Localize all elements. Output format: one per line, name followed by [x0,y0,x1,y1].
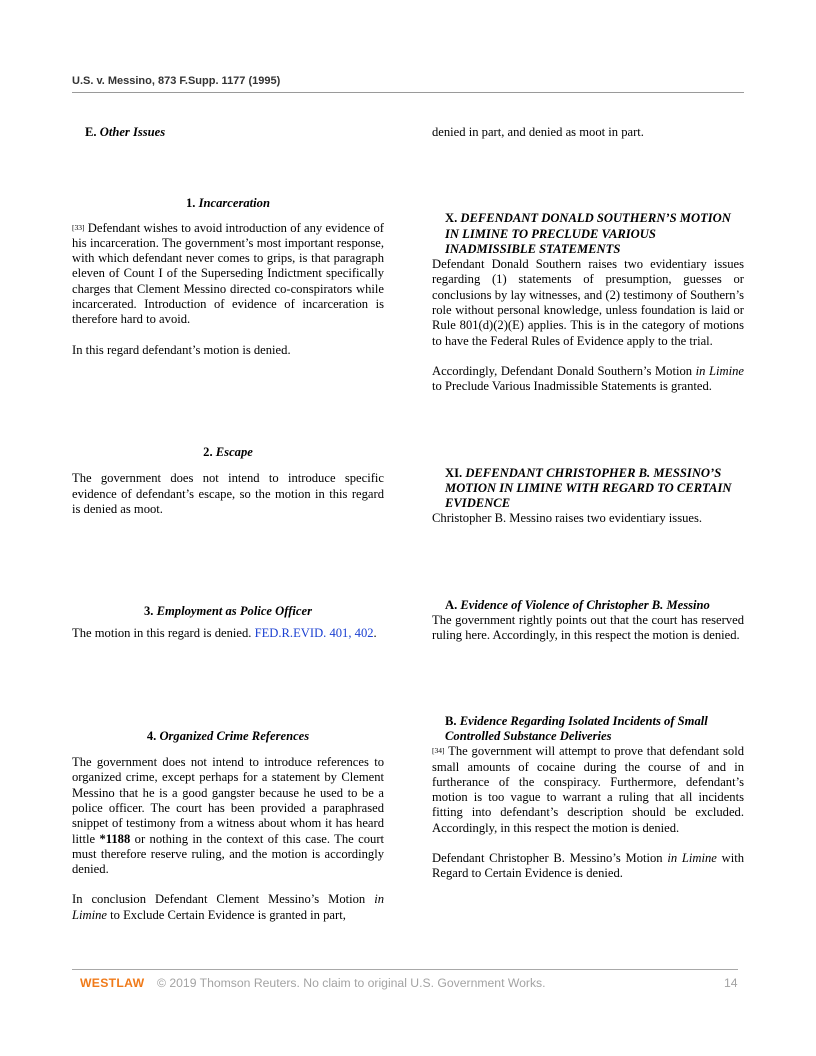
section-a-heading [432,598,744,613]
christopher-ruling-a: Defendant Christopher B. Messino’s Motion [432,851,663,866]
section-b-heading [432,714,744,745]
westlaw-logo: WESTLAW [80,976,145,990]
conclusion-text-a: In conclusion Defendant Clement Messino’s Motion [72,892,366,907]
escape-paragraph: The government does not intend to introduce specific evidence of defendant’s escape, so the motion in this regard is denied as moot. [72,471,384,516]
southern-ruling-b: to Preclude Various Inadmissible Statements is granted. [432,379,712,394]
section-3-heading [72,604,384,619]
headnote-marker-33: [33] [72,222,85,232]
section-1-heading [72,196,384,211]
headnote-marker-34: [34] [432,746,445,756]
section-xi-number: XI. [445,465,463,480]
police-officer-paragraph [72,626,384,641]
police-officer-text: The motion in this regard is denied. [72,626,252,641]
footer-divider [72,969,738,970]
conclusion-paragraph [72,892,384,923]
deliveries-paragraph [432,744,744,836]
section-1-number: 1. [186,196,196,211]
christopher-intro: Christopher B. Messino raises two evidentiary issues. [432,511,703,526]
incarceration-paragraph [72,221,384,328]
southern-ruling [432,364,744,395]
section-e-title: Other Issues [99,125,166,139]
section-x-title: DEFENDANT DONALD SOUTHERN’S MOTION IN LIMINE TO PRECLUDE VARIOUS INADMISSIBLE STATEMENTS [445,211,731,256]
christopher-ruling-b: with Regard to Certain Evidence is denied. [432,851,745,881]
section-xi-heading [432,466,744,512]
left-column [72,125,384,923]
header-divider [72,92,744,93]
organized-crime-paragraph [72,755,384,877]
document-header-title: U.S. v. Messino, 873 F.Supp. 1177 (1995) [72,75,281,87]
section-4-heading [72,729,384,744]
section-x-number: X. [445,211,458,226]
footer-copyright: © 2019 Thomson Reuters. No claim to original U.S. Government Works. [157,976,546,990]
conclusion-in-limine: in Limine [72,892,384,922]
section-x-heading [432,211,744,257]
section-e-number: E. [85,125,97,139]
section-b-title: Evidence Regarding Isolated Incidents of Small Controlled Substance Deliveries [445,713,708,743]
section-2-heading [72,445,384,460]
section-3-title: Employment as Police Officer [156,604,313,619]
star-page-1188: *1188 [99,831,131,846]
section-xi-title: DEFENDANT CHRISTOPHER B. MESSINO’S MOTION IN LIMINE WITH REGARD TO CERTAIN EVIDENCE [445,465,732,511]
right-column [432,125,744,882]
section-a-number: A. [445,597,458,612]
section-b-number: B. [445,713,457,728]
conclusion-text-b: to Exclude Certain Evidence is granted in part, [110,907,346,922]
fre-401-402-link[interactable]: FED.R.EVID. 401, 402 [254,626,374,641]
section-4-title: Organized Crime References [159,728,310,743]
section-2-title: Escape [215,444,253,459]
southern-in-limine: in Limine [695,363,744,378]
violence-paragraph: The government rightly points out that the court has reserved ruling here. Accordingly, in this respect the motion is denied. [432,613,744,643]
southern-paragraph: Defendant Donald Southern raises two evidentiary issues regarding (1) statements of presumption, guesses or conclusions by lay witnesses, and (2) testimony of Southern’s role without personal knowledge, unless foundation is laid or Rule 801(d)(2)(E) applies. This is in the category of motions to have the Federal Rules of Evidence apply to the trial. [432,257,744,348]
southern-ruling-a: Accordingly, Defendant Donald Southern’s Motion [432,363,693,378]
section-a-title: Evidence of Violence of Christopher B. Messino [460,597,710,612]
section-2-number: 2. [203,444,213,459]
section-e-heading [72,125,384,140]
christopher-ruling [432,851,744,882]
incarceration-text: Defendant wishes to avoid introduction of any evidence of his incarceration. The government’s most important response, with which defendant never comes to grips, is that paragraph eleven of Count I of the Superseding Indictment specifically charges that Clement Messino directed co-conspirators while incarcerated. Introduction of evidence of incarceration is therefore hard to avoid. [72,220,384,327]
section-1-title: Incarceration [198,196,270,211]
incarceration-ruling: In this regard defendant’s motion is denied. [72,342,291,357]
deliveries-text: The government will attempt to prove that defendant sold small amounts of cocaine during the course of and in furtherance of the conspiracy. Furthermore, defendant’s motion is too vague to warrant a ruling that all incidents fitting into defendant’s description should be excluded. Accordingly, in this respect the motion is denied. [432,744,744,835]
organized-crime-text-a: The government does not intend to introduce references to organized crime, except perhaps for a statement by Clement Messino that he is a good gangster because he used to be a police officer. The court has been provided a paraphrased snippet of testimony from a witness about whom it has heard little [72,755,384,846]
organized-crime-text-b: or nothing in the context of this case. The court must therefore reserve ruling, and the motion is accordingly denied. [72,831,385,877]
christopher-in-limine: in Limine [667,851,717,866]
police-officer-period: . [373,626,377,641]
continued-text: denied in part, and denied as moot in part. [432,125,644,139]
page-number: 14 [724,976,738,990]
section-3-number: 3. [143,604,154,619]
section-4-number: 4. [146,728,157,743]
